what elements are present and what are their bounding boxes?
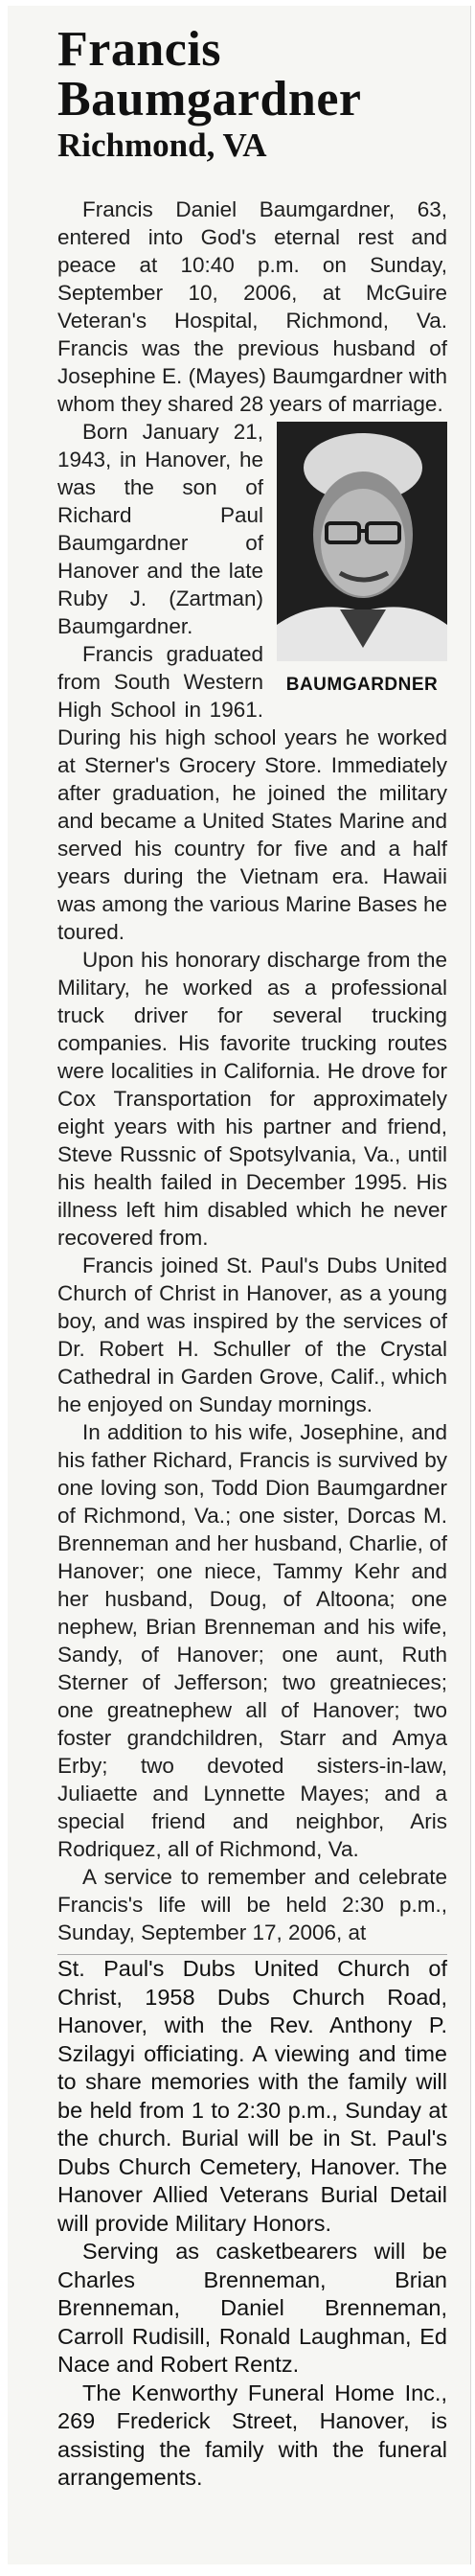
paragraph-education-military: Francis graduated from South Western High School in 1961. During his high school years he worked at Sterner's Grocery Store. Immediately after graduation, he joined the military and became a United States Marine and served his country for five and a half years during the Vietnam era. Hawaii was among the various Marine Bases he toured. bbox=[57, 642, 447, 944]
portrait-block bbox=[277, 422, 447, 699]
paragraph-birth: Born January 21, 1943, in Hanover, he was the son of Richard Paul Baumgardner of Hanover and the late Ruby J. (Zartman) Baumgardner. bbox=[57, 420, 263, 638]
paragraph-casketbearers: Serving as casketbearers will be Charles Brenneman, Brian Brenneman, Daniel Brenneman, Carroll Rudisill, Ronald Laughman, Ed Nace and Robert Rentz. bbox=[57, 2239, 447, 2377]
obituary-continuation bbox=[57, 1955, 447, 2493]
headline-place: Richmond, VA bbox=[57, 126, 267, 164]
paragraph-service-details: St. Paul's Dubs United Church of Christ, 1958 Dubs Church Road, Hanover, with the Rev. Anthony P. Szilagyi officiating. A viewing and time to share memories with the family will be held from 1 to 2:30 p.m., Sunday at the church. Burial will be in St. Paul's Dubs Church Cemetery, Hanover. The Hanover Allied Veterans Burial Detail will provide Military Honors. bbox=[57, 1956, 447, 2236]
headline-first-name: Francis bbox=[57, 22, 222, 77]
headline-last-name: Baumgardner bbox=[57, 72, 362, 126]
portrait-photo bbox=[277, 422, 447, 661]
portrait-caption: BAUMGARDNER bbox=[285, 675, 439, 695]
obituary-body bbox=[57, 196, 447, 1946]
paragraph-service-start: A service to remember and celebrate Francis's life will be held 2:30 p.m., Sunday, September 17, 2006, at bbox=[57, 1865, 447, 1944]
paragraph-funeral-home: The Kenworthy Funeral Home Inc., 269 Frederick Street, Hanover, is assisting the family with the funeral arrangements. bbox=[57, 2380, 447, 2490]
obituary-clipping bbox=[8, 6, 471, 2564]
paragraph-survivors: In addition to his wife, Josephine, and his father Richard, Francis is survived by one loving son, Todd Dion Baumgardner of Richmond, Va.; one sister, Dorcas M. Brenneman and her husband, Charlie, of Hanover; one niece, Tammy Kehr and her husband, Doug, of Altoona; one nephew, Brian Brenneman and his wife, Sandy, of Hanover; one aunt, Ruth Sterner of Jefferson; two greatnieces; one greatnephew all of Hanover; two foster grandchildren, Starr and Amya Erby; two devoted sisters-in-law, Juliaette and Lynnette Mayes; and a special friend and neighbor, Aris Rodriquez, all of Richmond, Va. bbox=[57, 1420, 447, 1861]
obituary-headline bbox=[57, 22, 447, 167]
paragraph-career: Upon his honorary discharge from the Military, he worked as a professional truck driver for several trucking companies. His favorite trucking routes were localities in California. He drove for Cox Transportation for approximately eight years with his partner and friend, Steve Russnic of Spotsylvania, Va., until his health failed in December 1995. His illness left him disabled which he never recovered from. bbox=[57, 948, 447, 1250]
paragraph-church: Francis joined St. Paul's Dubs United Church of Christ in Hanover, as a young boy, and was inspired by the services of Dr. Robert H. Schuller of the Crystal Cathedral in Garden Grove, Calif., which he enjoyed on Sunday mornings. bbox=[57, 1254, 447, 1416]
paragraph-death-notice: Francis Daniel Baumgardner, 63, entered into God's eternal rest and peace at 10:40 p.m. on Sunday, September 10, 2006, at McGuire Veteran's Hospital, Richmond, Va. Francis was the previous husband of Josephine E. (Mayes) Baumgardner with whom they shared 28 years of marriage. bbox=[57, 197, 447, 416]
